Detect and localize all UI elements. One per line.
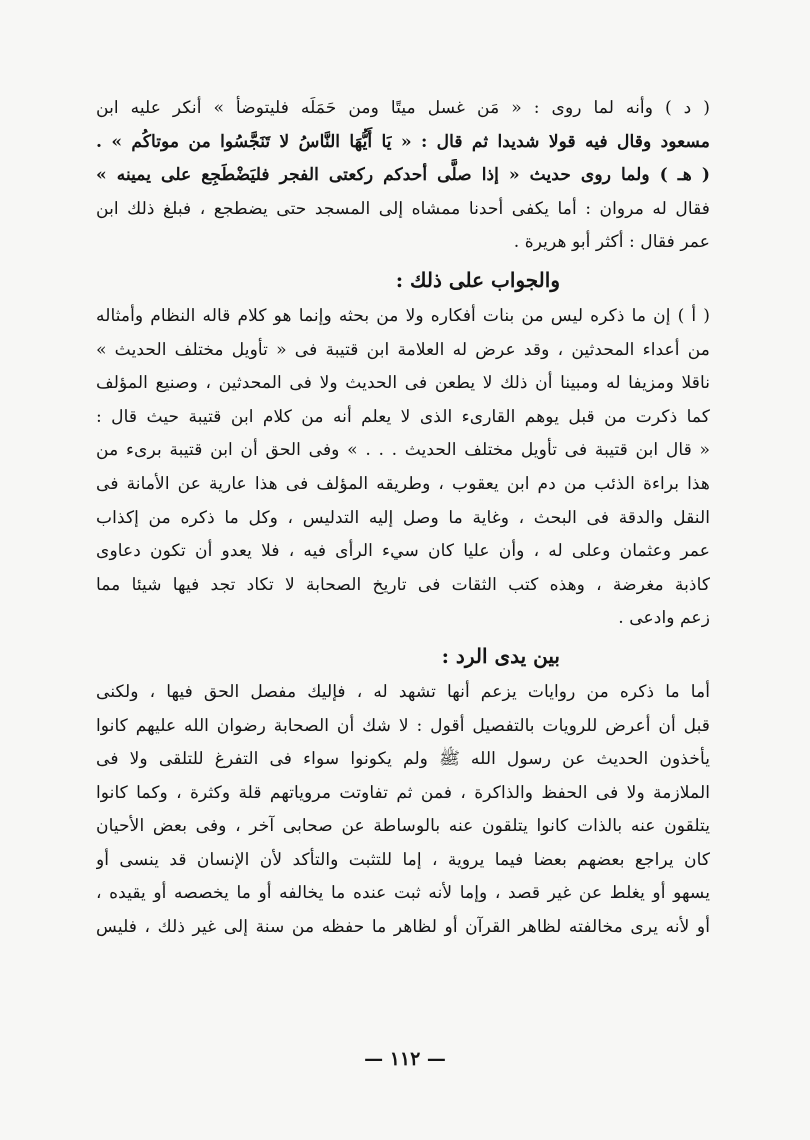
page-number: — ١١٢ — (364, 1048, 446, 1070)
text-line: النقل والدقة فى البحث ، وغاية ما وصل إليه التدليس ، وكل ما ذكره من إكذاب (96, 507, 710, 528)
section-before-reply (96, 676, 710, 945)
text-line: عمر وعثمان وعلى له ، وأن عليا كان سيء الرأى فيه ، فلا يعدو أن تكون دعاوى (96, 541, 710, 562)
text-line: ( د ) وأنه لما روى : « مَن غسل ميتًا ومن حَمَلَه فليتوضأ » أنكر عليه ابن (96, 98, 710, 118)
text-line: أو لأنه يرى مخالفته لظاهر القرآن أو لظاهر ما حفظه من سنة إلى غير ذلك ، فليس (96, 917, 710, 938)
text-line: كاذبة مغرضة ، وهذه كتب الثقات فى تاريخ الصحابة لا تكاد تجد فيها شيئا مما (96, 574, 710, 595)
section-heading: والجواب على ذلك : (395, 267, 560, 292)
text-line: هذا براءة الذئب من دم ابن يعقوب ، وطريقه المؤلف فى هذا عارية عن الأمانة فى (96, 473, 710, 494)
section-heading: بين يدى الرد : (441, 643, 560, 668)
section-answer (96, 300, 710, 636)
text-line: الملازمة ولا فى الحفظ والذاكرة ، فمن ثم تفاوتت مروياتهم قلة وكثرة ، وكما كانوا (96, 782, 710, 803)
text-line: كما ذكرت من قبل يوهم القارىء الذى لا يعلم أنه من كلام ابن قتيبة حيث قال : (96, 406, 710, 427)
text-line: كان يراجع بعضهم بعضا فيما يروية ، إما للتثبت والتأكد لأن الإنسان قد ينسى أو (96, 849, 710, 870)
text-line: ناقلا ومزيفا له ومبينا أن ذلك لا يطعن فى الحديث ولا فى المحدثين ، وصنيع المؤلف (96, 373, 710, 394)
text-line: يسهو أو يغلط عن غير قصد ، وإما لأنه ثبت عنده ما يخالفه أو ما يخصصه أو يقيده ، (96, 883, 710, 904)
text-line: ( أ ) إن ما ذكره ليس من بنات أفكاره ولا من بحثه وإنما هو كلام قاله النظام وأمثاله (96, 305, 710, 326)
text-line: ( هـ ) ولما روى حديث « إذا صلَّى أحدكم ركعتى الفجر فليَضْطَجِع على يمينه » (96, 165, 710, 186)
text-line: فقال له مروان : أما يكفى أحدنا ممشاه إلى المسجد حتى يضطجع ، فبلغ ذلك ابن (96, 198, 710, 219)
text-line: مسعود وقال فيه قولا شديدا ثم قال : « يَا أَيُّهَا النَّاسُ لا تَنَجَّسُوا من موتاكُم » . (96, 131, 710, 152)
text-line: قبل أن أعرض للرويات بالتفصيل أقول : لا شك أن الصحابة رضوان الله عليهم كانوا (96, 715, 710, 736)
text-line: يأخذون الحديث عن رسول الله ﷺ ولم يكونوا سواء فى التفرغ للتلقى ولا فى (96, 749, 710, 770)
text-line: من أعداء المحدثين ، وقد عرض له العلامة ابن قتيبة فى « تأويل مختلف الحديث » (96, 339, 710, 360)
text-line: أما ما ذكره من روايات يزعم أنها تشهد له ، فإليك مفصل الحق فيها ، ولكنى (96, 681, 710, 702)
text-line: يتلقون عنه بالذات كانوا يتلقون عنه بالوساطة عن صحابى آخر ، وفى بعض الأحيان (96, 816, 710, 837)
text-line: « قال ابن قتيبة فى تأويل مختلف الحديث . . . » وفى الحق أن ابن قتيبة برىء من (96, 440, 710, 461)
section-narrations (96, 92, 710, 260)
text-line: زعم وادعى . (618, 608, 710, 629)
text-line: عمر فقال : أكثر أبو هريرة . (513, 232, 710, 253)
